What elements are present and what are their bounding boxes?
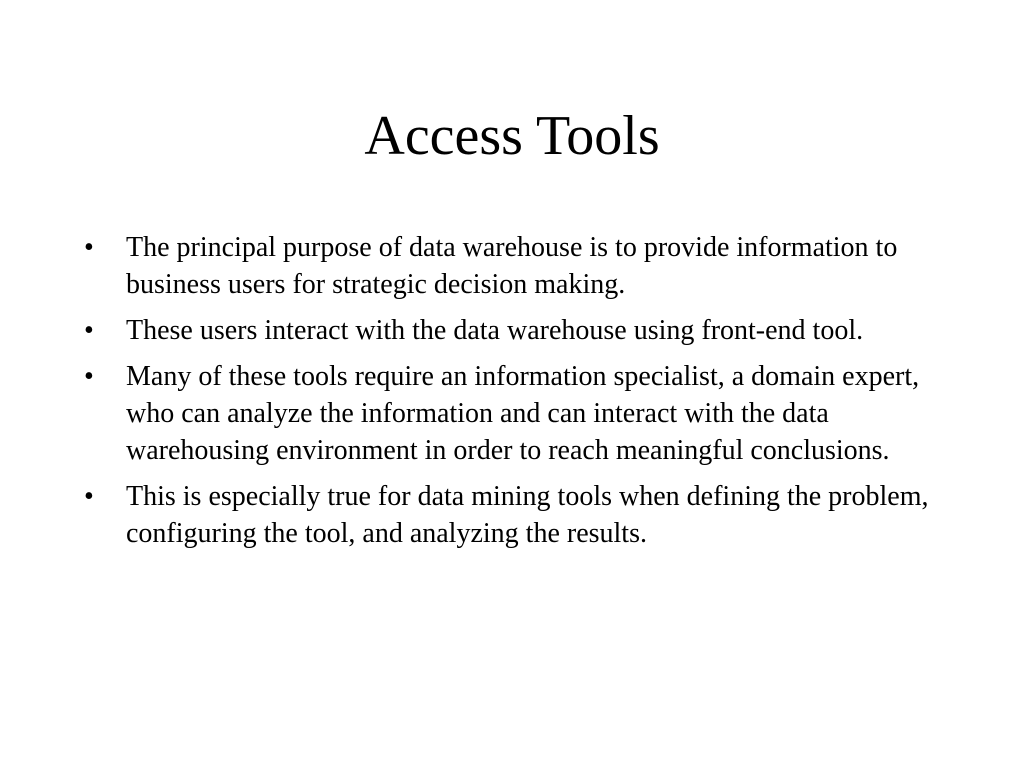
bullet-text-4: This is especially true for data mining tools when defining the problem, configuring the tool, and analyzing the results.	[126, 481, 929, 549]
bullet-item-3	[82, 358, 942, 469]
slide-title: Access Tools	[364, 105, 660, 167]
bullet-text-3: Many of these tools require an information specialist, a domain expert, who can analyze the information and can interact with the data warehousing environment in order to reach meaningful conclusions.	[126, 361, 920, 466]
bullet-text-1: The principal purpose of data warehouse is to provide information to business users for strategic decision making.	[126, 232, 898, 300]
bullet-icon: •	[84, 481, 94, 512]
bullet-item-4	[82, 478, 942, 552]
bullet-item-2	[82, 312, 942, 349]
bullet-icon: •	[84, 315, 94, 346]
bullet-item-1	[82, 229, 942, 303]
bullet-text-2: These users interact with the data warehouse using front-end tool.	[126, 315, 864, 346]
bullet-list	[82, 229, 942, 561]
bullet-icon: •	[84, 361, 94, 392]
bullet-icon: •	[84, 232, 94, 263]
